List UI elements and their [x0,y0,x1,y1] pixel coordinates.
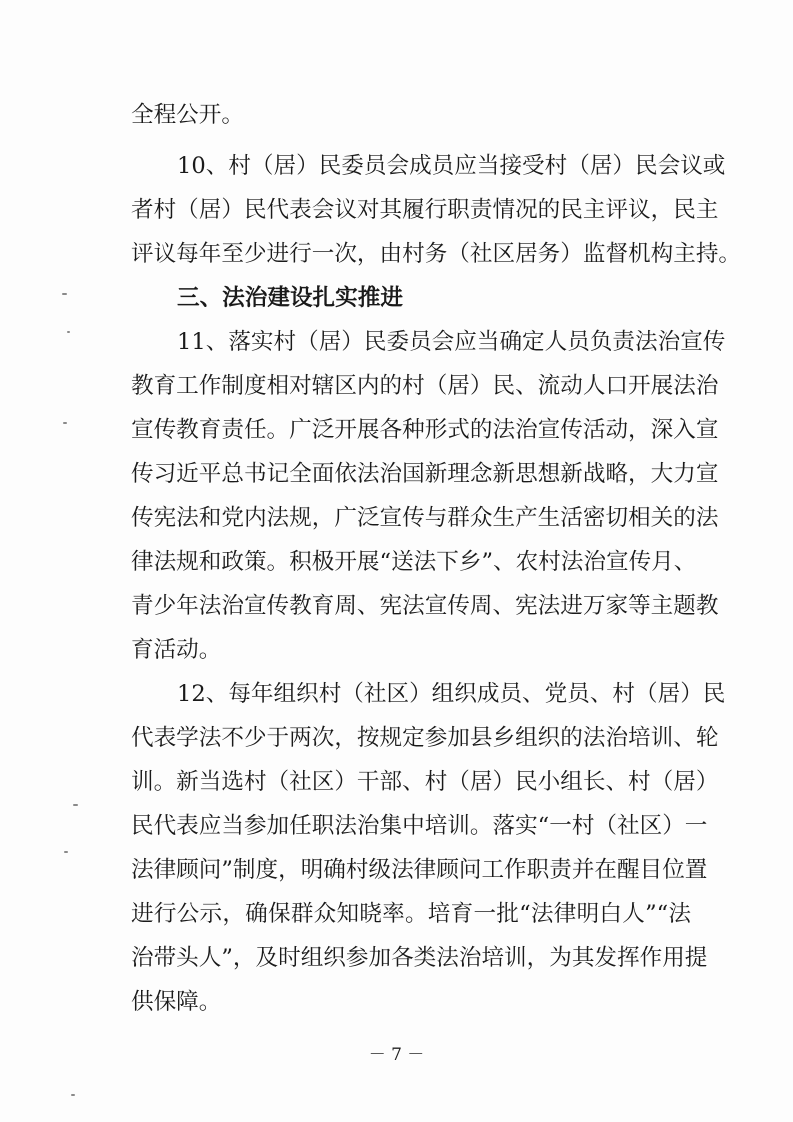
body-line: 治带头人”，及时组织参加各类法治培训，为其发挥作用提 [131,945,708,971]
paragraph-12-line-1: 12、每年组织村（社区）组织成员、党员、村（居）民 [177,681,726,707]
body-line: 民代表应当参加任职法治集中培训。落实“一村（社区）一 [131,813,708,839]
scan-speck [62,293,67,295]
body-line: 律法规和政策。积极开展“送法下乡”、农村法治宣传月、 [131,549,697,575]
paragraph-10-line-1: 10、村（居）民委员会成员应当接受村（居）民会议或 [177,153,726,179]
body-line: 代表学法不少于两次，按规定参加县乡组织的法治培训、轮 [131,725,719,751]
scan-speck [67,331,70,333]
body-line: 宣传教育责任。广泛开展各种形式的法治宣传活动，深入宣 [131,417,719,443]
body-line: 育活动。 [131,637,222,663]
body-line: 评议每年至少进行一次，由村务（社区居务）监督机构主持。 [131,241,742,267]
scan-speck [71,1094,75,1096]
page-number: － 7 － [368,1045,425,1065]
body-line: 教育工作制度相对辖区内的村（居）民、流动人口开展法治 [131,373,719,399]
body-line: 传宪法和党内法规，广泛宣传与群众生产生活密切相关的法 [131,505,719,531]
scan-speck [73,804,78,806]
body-line: 法律顾问”制度，明确村级法律顾问工作职责并在醒目位置 [131,857,708,883]
body-line: 全程公开。 [131,102,244,128]
paragraph-11-line-1: 11、落实村（居）民委员会应当确定人员负责法治宣传 [177,329,726,355]
scan-speck [64,851,68,853]
section-heading: 三、法治建设扎实推进 [177,285,403,311]
body-line: 传习近平总书记全面依法治国新理念新思想新战略，大力宣 [131,461,719,487]
scan-speck [63,422,67,424]
body-line: 青少年法治宣传教育周、宪法宣传周、宪法进万家等主题教 [131,593,719,619]
body-line: 供保障。 [131,989,222,1015]
body-line: 进行公示，确保群众知晓率。培育一批“法律明白人”“法 [131,901,691,927]
body-line: 训。新当选村（社区）干部、村（居）民小组长、村（居） [131,769,719,795]
body-line: 者村（居）民代表会议对其履行职责情况的民主评议，民主 [131,197,719,223]
